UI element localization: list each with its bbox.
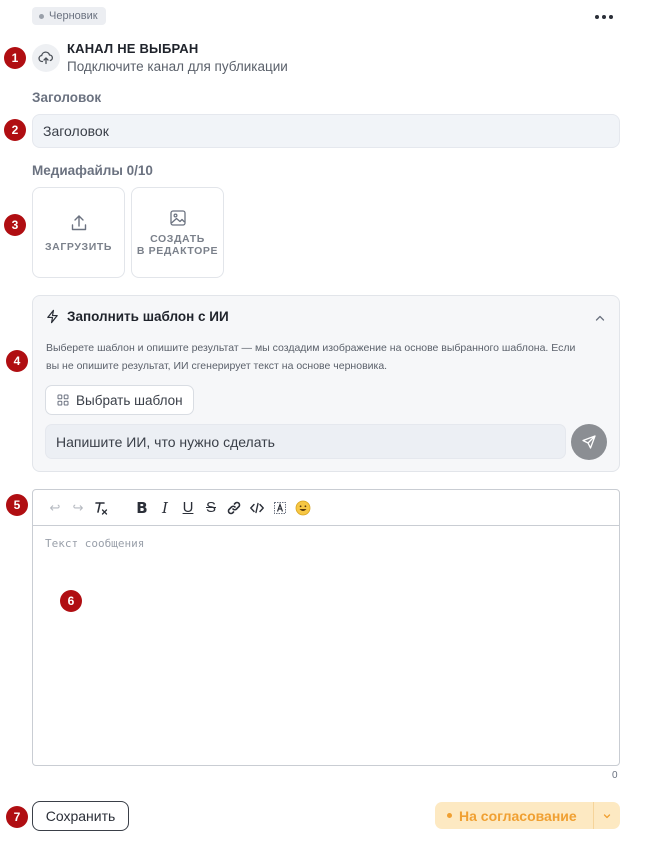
upload-icon [69,213,89,233]
media-label: Медиафайлы 0/10 [32,163,153,178]
select-template-button[interactable] [45,385,194,415]
create-label-line2: В РЕДАКТОРЕ [136,244,219,257]
chevron-down-icon [602,811,612,821]
lightning-icon [45,309,60,324]
char-count: 0 [612,770,618,781]
approve-label: На согласование [459,807,577,824]
title-label: Заголовок [32,90,102,105]
ai-panel-description: Выберете шаблон и опишите результат — мы создадим изображение на основе выбранного шаблона. Если вы не опишите результат, ИИ сгенерирует текст на основе черновика. [46,342,576,372]
grid-icon [57,394,69,406]
clear-format-icon[interactable] [91,498,111,518]
save-button[interactable]: Сохранить [32,801,129,831]
channel-icon[interactable] [32,44,60,72]
editor-toolbar [33,490,619,526]
marker-5: 5 [6,494,28,516]
channel-subtitle: Подключите канал для публикации [67,59,288,74]
redo-icon[interactable]: ↪ [72,499,84,515]
create-in-editor-button[interactable] [131,187,224,278]
status-dot [39,14,44,19]
link-icon[interactable] [224,498,244,518]
underline-icon[interactable]: U [182,499,194,516]
italic-icon[interactable]: I [162,498,168,517]
ai-prompt-input[interactable] [45,424,566,459]
status-badge [32,7,106,25]
emoji-icon[interactable] [293,498,313,518]
marker-2: 2 [4,119,26,141]
channel-title: КАНАЛ НЕ ВЫБРАН [67,41,199,56]
spoiler-icon[interactable] [270,498,290,518]
more-options-icon[interactable] [592,8,616,26]
title-input[interactable] [32,114,620,148]
approve-dot [447,813,452,818]
chevron-up-icon[interactable] [593,311,607,325]
send-for-approval-button[interactable] [435,802,593,829]
send-icon [581,434,597,450]
ai-panel-title: Заполнить шаблон с ИИ [67,309,229,324]
upload-label: ЗАГРУЗИТЬ [45,240,112,253]
marker-1: 1 [4,47,26,69]
image-icon [169,209,187,227]
upload-button[interactable] [32,187,125,278]
bold-icon[interactable]: B [136,498,148,517]
strikethrough-icon[interactable]: S [205,499,216,516]
create-label-line1: СОЗДАТЬ [150,232,205,245]
status-label: Черновик [49,10,98,22]
undo-icon[interactable]: ↩ [49,499,61,515]
ai-panel-header[interactable] [45,309,229,324]
marker-3: 3 [4,214,26,236]
select-template-label: Выбрать шаблон [76,392,183,408]
send-button[interactable] [571,424,607,460]
message-text-area[interactable] [33,527,619,765]
code-icon[interactable] [247,498,267,518]
message-editor [32,489,620,766]
approve-button-group [435,802,620,829]
marker-4: 4 [6,350,28,372]
marker-7: 7 [6,806,28,828]
marker-6: 6 [60,590,82,612]
ai-template-panel [32,295,620,472]
approve-dropdown-button[interactable] [594,802,620,829]
cloud-upload-icon [38,50,54,66]
